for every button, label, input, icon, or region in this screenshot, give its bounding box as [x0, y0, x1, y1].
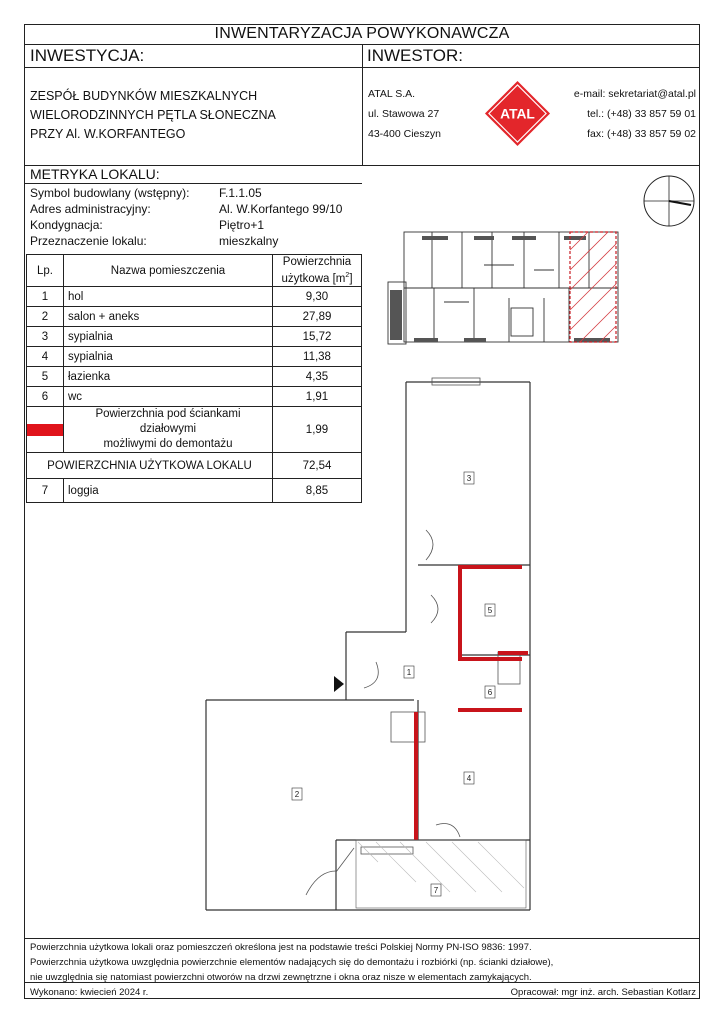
name-cell: salon + aneks [64, 307, 273, 327]
area-cell: 8,85 [273, 479, 362, 503]
area-header-line2: użytkowa [m [281, 272, 346, 285]
room-label-2: 2 [294, 790, 300, 799]
lp-cell: 4 [27, 347, 64, 367]
name-header: Nazwa pomieszczenia [64, 255, 273, 287]
investment-line: WIELORODZINNYCH PĘTLA SŁONECZNA [30, 108, 276, 122]
lp-cell: 7 [27, 479, 64, 503]
metric-label: Przeznaczenie lokalu: [30, 234, 147, 248]
investment-line: PRZY Al. W.KORFANTEGO [30, 127, 186, 141]
area-header-end: ] [349, 272, 353, 285]
area-header-line1: Powierzchnia [282, 256, 352, 269]
footer-note: Powierzchnia użytkowa uwzględnia powierzchnie elementów nadających się do demontażu i rozbiórki (np. ścianki działowe), [30, 957, 554, 968]
metric-label: Kondygnacja: [30, 218, 103, 232]
table-row [27, 287, 362, 307]
lp-cell: 3 [27, 327, 64, 347]
made-date: Wykonano: kwiecień 2024 r. [30, 987, 149, 998]
table-header-row [27, 255, 362, 287]
divider [362, 44, 363, 165]
lp-header: Lp. [27, 255, 64, 287]
room-label-3: 3 [466, 474, 472, 483]
area-cell: 9,30 [273, 287, 362, 307]
room-label-5: 5 [487, 606, 493, 615]
investor-email: e-mail: sekretariat@atal.pl [573, 88, 696, 100]
room-label-6: 6 [487, 688, 493, 697]
investor-tel: tel.: (+48) 33 857 59 01 [587, 108, 696, 120]
walls-area: 1,99 [273, 407, 362, 453]
svg-text:ATAL: ATAL [500, 106, 535, 122]
investor-fax: fax: (+48) 33 857 59 02 [587, 128, 696, 140]
footer-note: nie uwzględnia się natomiast powierzchni otworów na drzwi zewnętrzne i okna oraz nisze w elementach zamykających. [30, 972, 532, 983]
metric-label: Adres administracyjny: [30, 202, 151, 216]
investor-label: INWESTOR: [367, 46, 464, 65]
atal-logo [483, 79, 552, 148]
table-row [27, 327, 362, 347]
metric-label: Symbol budowlany (wstępny): [30, 186, 190, 200]
total-label: POWIERZCHNIA UŻYTKOWA LOKALU [27, 453, 273, 479]
total-area: 72,54 [273, 453, 362, 479]
area-header [273, 255, 362, 287]
metric-value: Al. W.Korfantego 99/10 [219, 202, 343, 216]
walls-line2: możliwymi do demontażu [103, 438, 233, 450]
walls-swatch-cell [27, 407, 64, 453]
author: Opracował: mgr inż. arch. Sebastian Kotlarz [510, 987, 696, 998]
lp-cell: 6 [27, 387, 64, 407]
divider [24, 183, 362, 184]
investment-label: INWESTYCJA: [30, 46, 145, 65]
metric-value: mieszkalny [219, 234, 279, 248]
walls-line1: Powierzchnia pod ściankami działowymi [95, 408, 241, 435]
name-cell: sypialnia [64, 327, 273, 347]
floor-plan [186, 370, 556, 930]
footer-note: Powierzchnia użytkowa lokali oraz pomieszczeń określona jest na podstawie treści Polskiej Normy PN-ISO 9836: 1997. [30, 942, 532, 953]
north-arrow-icon [642, 174, 696, 228]
page-title: INWENTARYZACJA POWYKONAWCZA [214, 25, 510, 42]
name-cell: wc [64, 387, 273, 407]
metric-value: Piętro+1 [219, 218, 265, 232]
area-cell: 4,35 [273, 367, 362, 387]
investor-name: ATAL S.A. [368, 88, 416, 100]
investor-city: 43-400 Cieszyn [368, 128, 441, 140]
name-cell: sypialnia [64, 347, 273, 367]
area-header-sup: 2 [345, 272, 350, 280]
lp-cell: 5 [27, 367, 64, 387]
metric-value: F.1.1.05 [219, 186, 262, 200]
lp-cell: 1 [27, 287, 64, 307]
table-row [27, 347, 362, 367]
area-cell: 27,89 [273, 307, 362, 327]
divider [24, 938, 700, 939]
key-plan [384, 210, 638, 345]
investor-street: ul. Stawowa 27 [368, 108, 440, 120]
walls-swatch [27, 424, 63, 436]
investment-line: ZESPÓŁ BUDYNKÓW MIESZKALNYCH [30, 89, 258, 103]
area-cell: 15,72 [273, 327, 362, 347]
area-cell: 11,38 [273, 347, 362, 367]
metric-title: METRYKA LOKALU: [30, 166, 160, 182]
lp-cell: 2 [27, 307, 64, 327]
room-label-4: 4 [466, 774, 472, 783]
table-row [27, 307, 362, 327]
name-cell: łazienka [64, 367, 273, 387]
room-label-1: 1 [406, 668, 412, 677]
area-cell: 1,91 [273, 387, 362, 407]
name-cell: loggia [64, 479, 273, 503]
room-label-7: 7 [433, 886, 439, 895]
name-cell: hol [64, 287, 273, 307]
